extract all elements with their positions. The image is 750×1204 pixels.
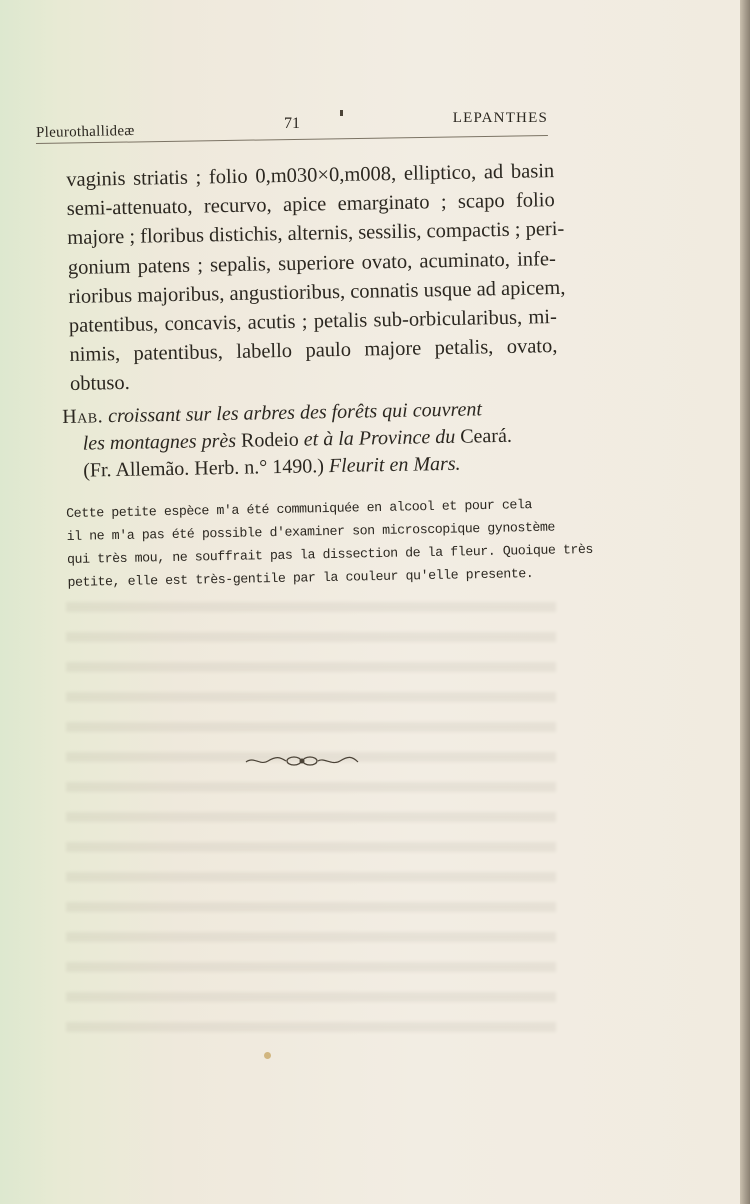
note-line: il ne m'a pas été possible d'examiner son microscopique gynostème — [66, 519, 556, 544]
latin-line: vaginis striatis ; folio 0,m030×0,m008, elliptico, ad basin — [66, 160, 555, 191]
latin-line: rioribus majoribus, angustioribus, connatis usque ad apicem, — [68, 276, 566, 308]
habitat-label: Hab. — [62, 405, 104, 428]
habitat-paragraph — [62, 395, 555, 485]
latin-description — [66, 157, 566, 400]
latin-line: nimis, patentibus, labello paulo majore petalis, ovato, — [69, 335, 558, 367]
place-name: Rodeio — [235, 428, 305, 452]
latin-line: gonium patens ; sepalis, superiore ovato, acuminato, infe- — [67, 247, 556, 279]
typewritten-note — [66, 493, 594, 594]
foxing-spot — [264, 1052, 271, 1059]
header-section-title: Pleurothallideæ — [35, 122, 135, 142]
habitat-text: et à la Province du — [303, 425, 456, 451]
note-line: petite, elle est très-gentile par la couleur qu'elle presente. — [67, 566, 534, 590]
header-genus-title: LEPANTHES — [452, 110, 548, 126]
habitat-text: croissant sur les arbres des forêts qui couvrent — [107, 398, 483, 428]
latin-line: majore ; floribus distichis, alternis, sessilis, compactis ; peri- — [67, 218, 565, 250]
latin-line: obtuso. — [69, 372, 131, 396]
note-line: qui très mou, ne souffrait pas la dissection de la fleur. Quoique très — [66, 541, 594, 567]
habitat-text: les montagnes près — [82, 429, 237, 455]
page-edge-shadow — [740, 0, 750, 1204]
latin-line: patentibus, concavis, acutis ; petalis sub-orbicularibus, mi- — [68, 306, 558, 337]
latin-line: semi-attenuato, recurvo, apice emarginato ; scapo folio — [66, 189, 555, 221]
place-name: Ceará. — [455, 424, 513, 448]
herbarium-reference: (Fr. Allemão. Herb. n.° 1490.) — [83, 455, 325, 482]
note-line: Cette petite espèce m'a été communiquée en alcool et pour cela — [66, 497, 533, 521]
ornament-divider — [244, 752, 360, 770]
show-through-text — [66, 590, 556, 1040]
flowering-time: Fleurit en Mars. — [323, 452, 461, 478]
page-number: 71 — [284, 115, 300, 132]
